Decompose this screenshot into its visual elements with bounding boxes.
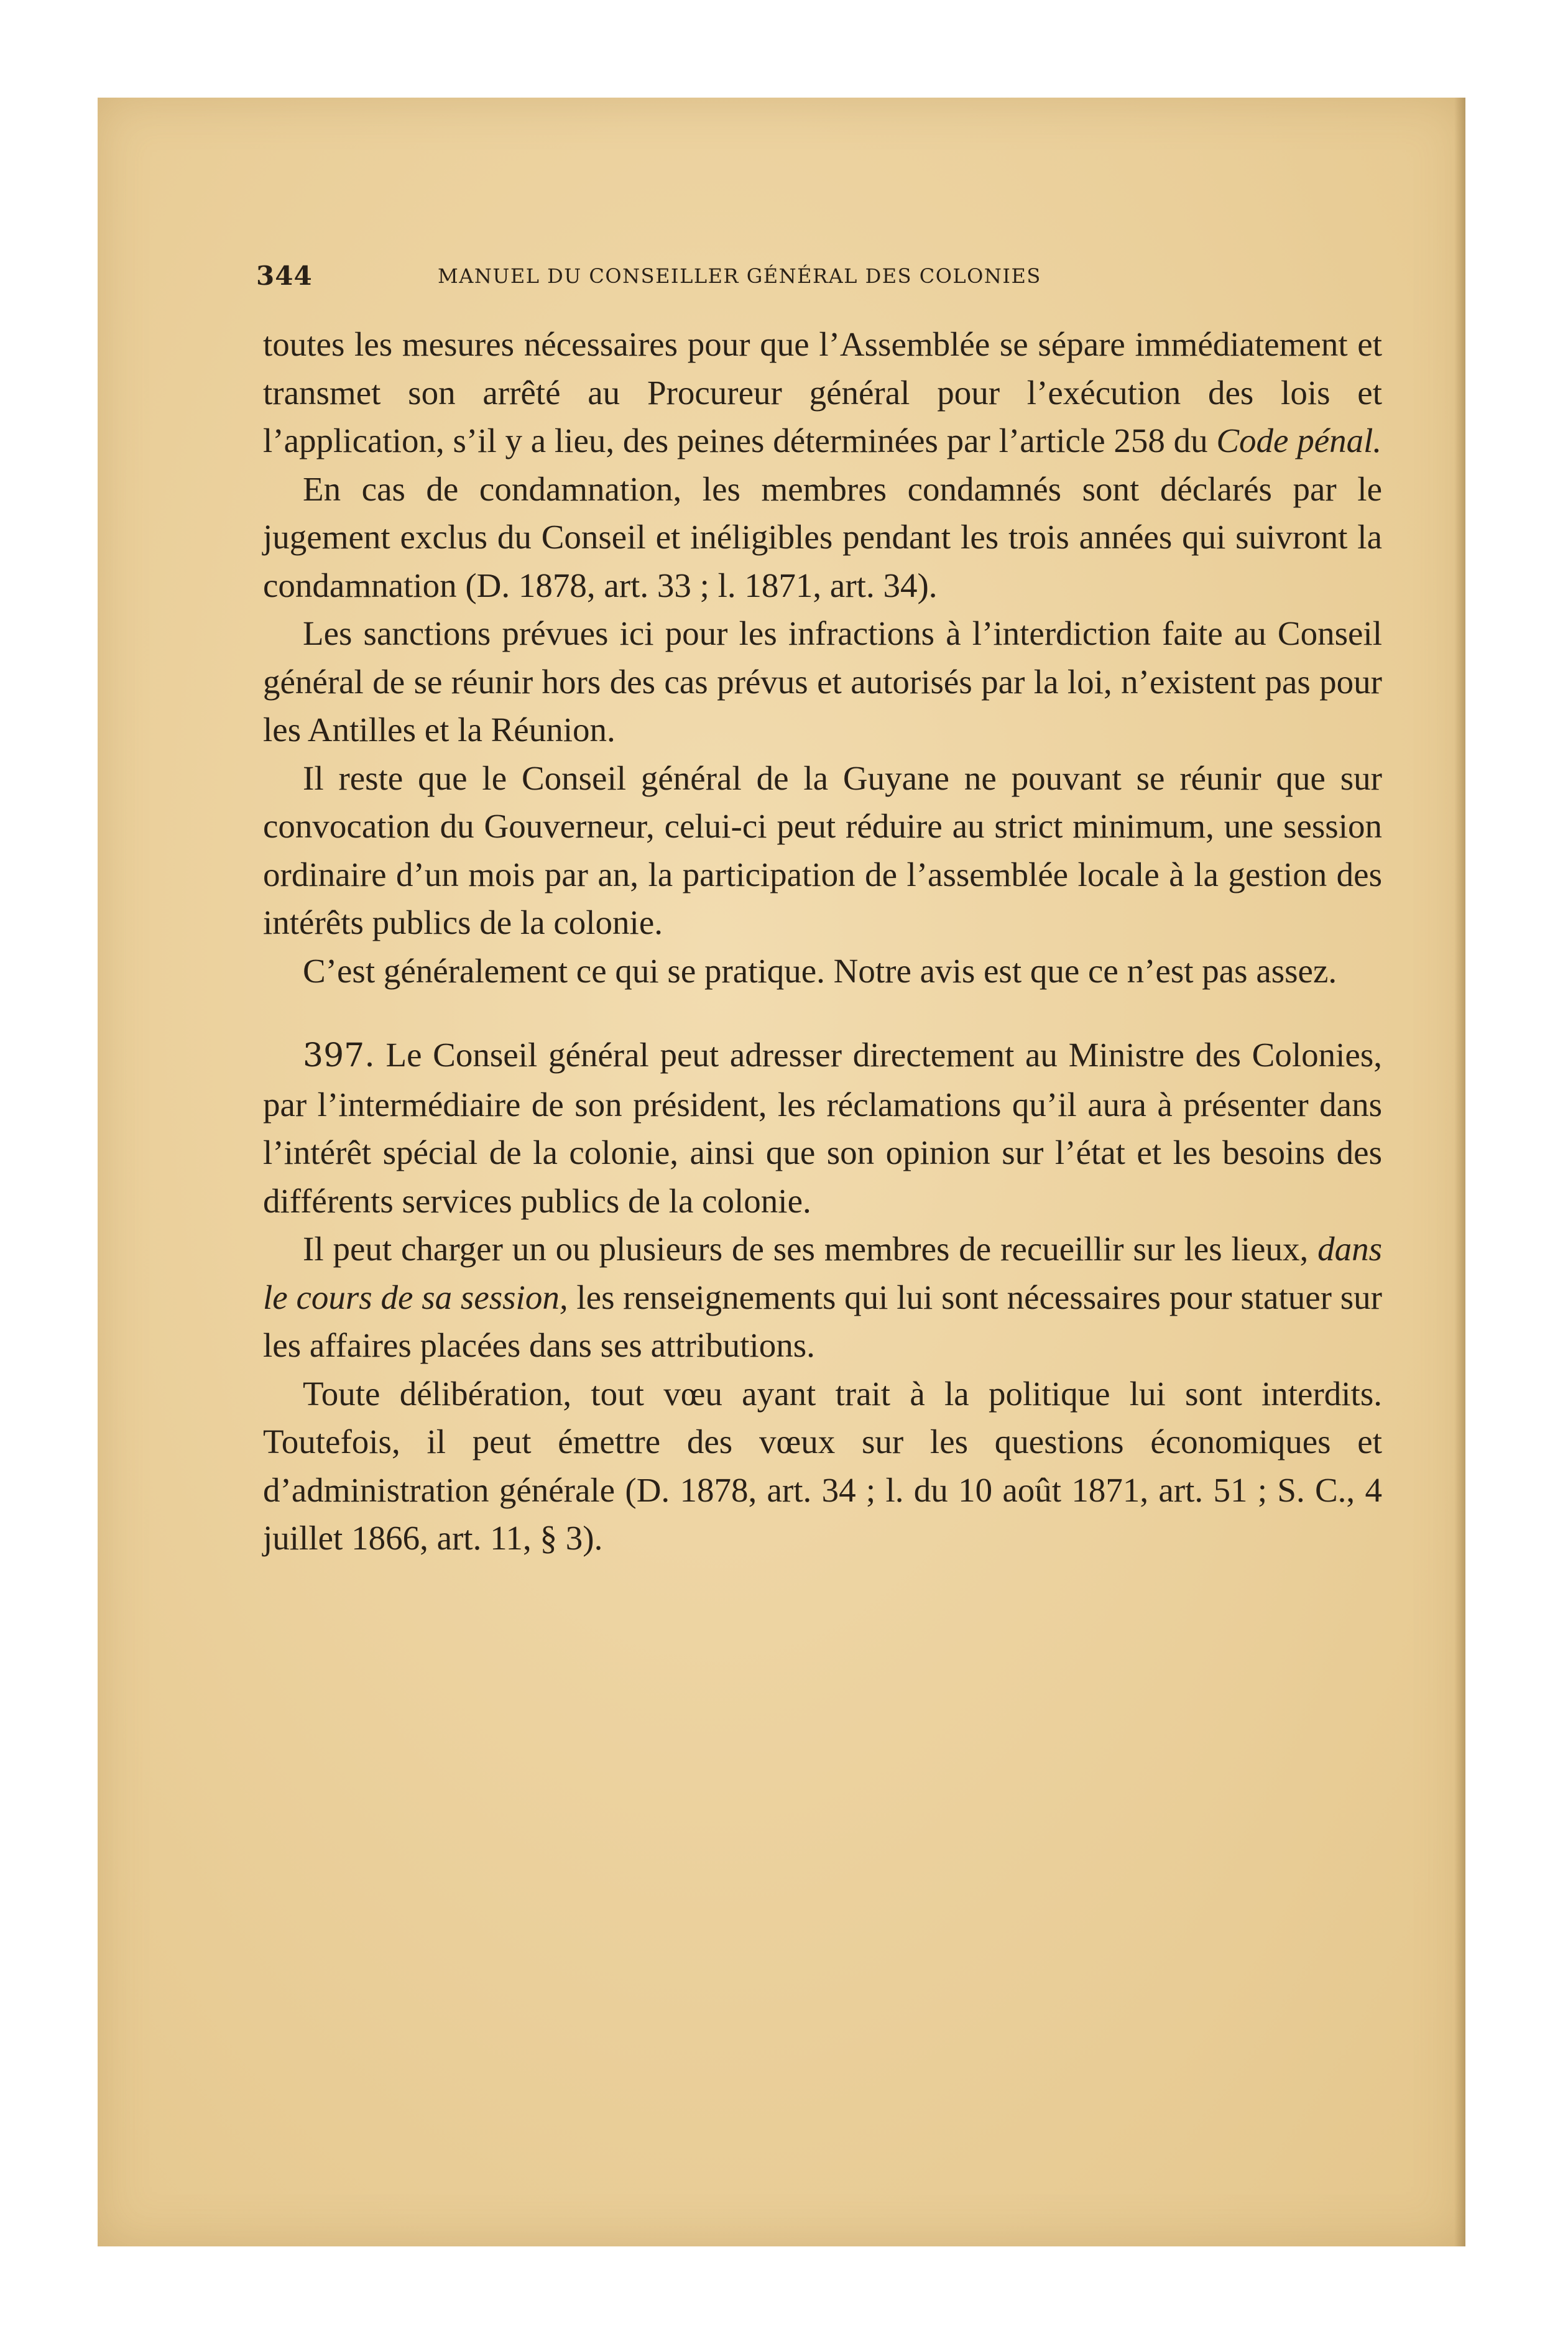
paragraph-2: En cas de condamnation, les membres condamnés sont déclarés par le jugement exclus du Conseil et inéligibles pendant les trois années qui suivront la condamnation (D. 1878, art. 33 ; l. 1871, art. 34).: [263, 469, 1382, 604]
code-penal-italic: Code pénal.: [1216, 422, 1382, 459]
paragraph-5: C’est généralement ce qui se pratique. Notre avis est que ce n’est pas assez.: [303, 951, 1337, 990]
paragraph-7: [263, 1225, 1382, 1370]
paragraph-6: [263, 1031, 1382, 1225]
page-header: [256, 261, 1381, 298]
paragraph-7-before: Il peut charger un ou plusieurs de ses membres de recueillir sur les lieux,: [303, 1230, 1309, 1268]
section-number: 397.: [303, 1037, 375, 1074]
paragraph-7-italic: dans le cours de sa session,: [263, 1230, 1382, 1316]
running-title: MANUEL DU CONSEILLER GÉNÉRAL DES COLONIES: [438, 264, 1041, 288]
paragraph-8: Toute délibération, tout vœu ayant trait à la politique lui sont interdits. Toutefois, il peut émettre des vœux sur les questions économiques et d’administration générale (D. 1878, art. 34 ; l. du 10 août 1871, art. 51 ; S. C., 4 juillet 1866, art. 11, § 3).: [263, 1374, 1382, 1557]
paragraph-7-after: les renseignements qui lui sont nécessaires pour statuer sur les affaires placées dans ses attributions.: [263, 1278, 1382, 1364]
paragraph-1-text: toutes les mesures nécessaires pour que l’Assemblée se sépare immédiatement et transmet son arrêté au Procureur général pour l’exécution des lois et l’application, s’il y a lieu, des peines déterminées par l’article 258 du: [263, 325, 1382, 459]
paragraph-3: Les sanctions prévues ici pour les infractions à l’interdiction faite au Conseil général de se réunir hors des cas prévus et autorisés par la loi, n’existent pas pour les Antilles et la Réunion.: [263, 614, 1382, 749]
paragraph-1: [263, 320, 1382, 465]
page-number: 344: [256, 261, 313, 291]
body-text: [263, 320, 1382, 1562]
paragraph-4: Il reste que le Conseil général de la Guyane ne pouvant se réunir que sur convocation du Gouverneur, celui-ci peut réduire au strict minimum, une session ordinaire d’un mois par an, la participation de l’assemblée locale à la gestion des intérêts publics de la colonie.: [263, 759, 1382, 941]
paragraph-6-text: Le Conseil général peut adresser directement au Ministre des Colonies, par l’intermédiaire de son président, les réclamations qu’il aura à présenter dans l’intérêt spécial de la colonie, ainsi que son opinion sur l’état et les besoins des différents services publics de la colonie.: [263, 1036, 1382, 1220]
book-page: [98, 98, 1465, 2246]
